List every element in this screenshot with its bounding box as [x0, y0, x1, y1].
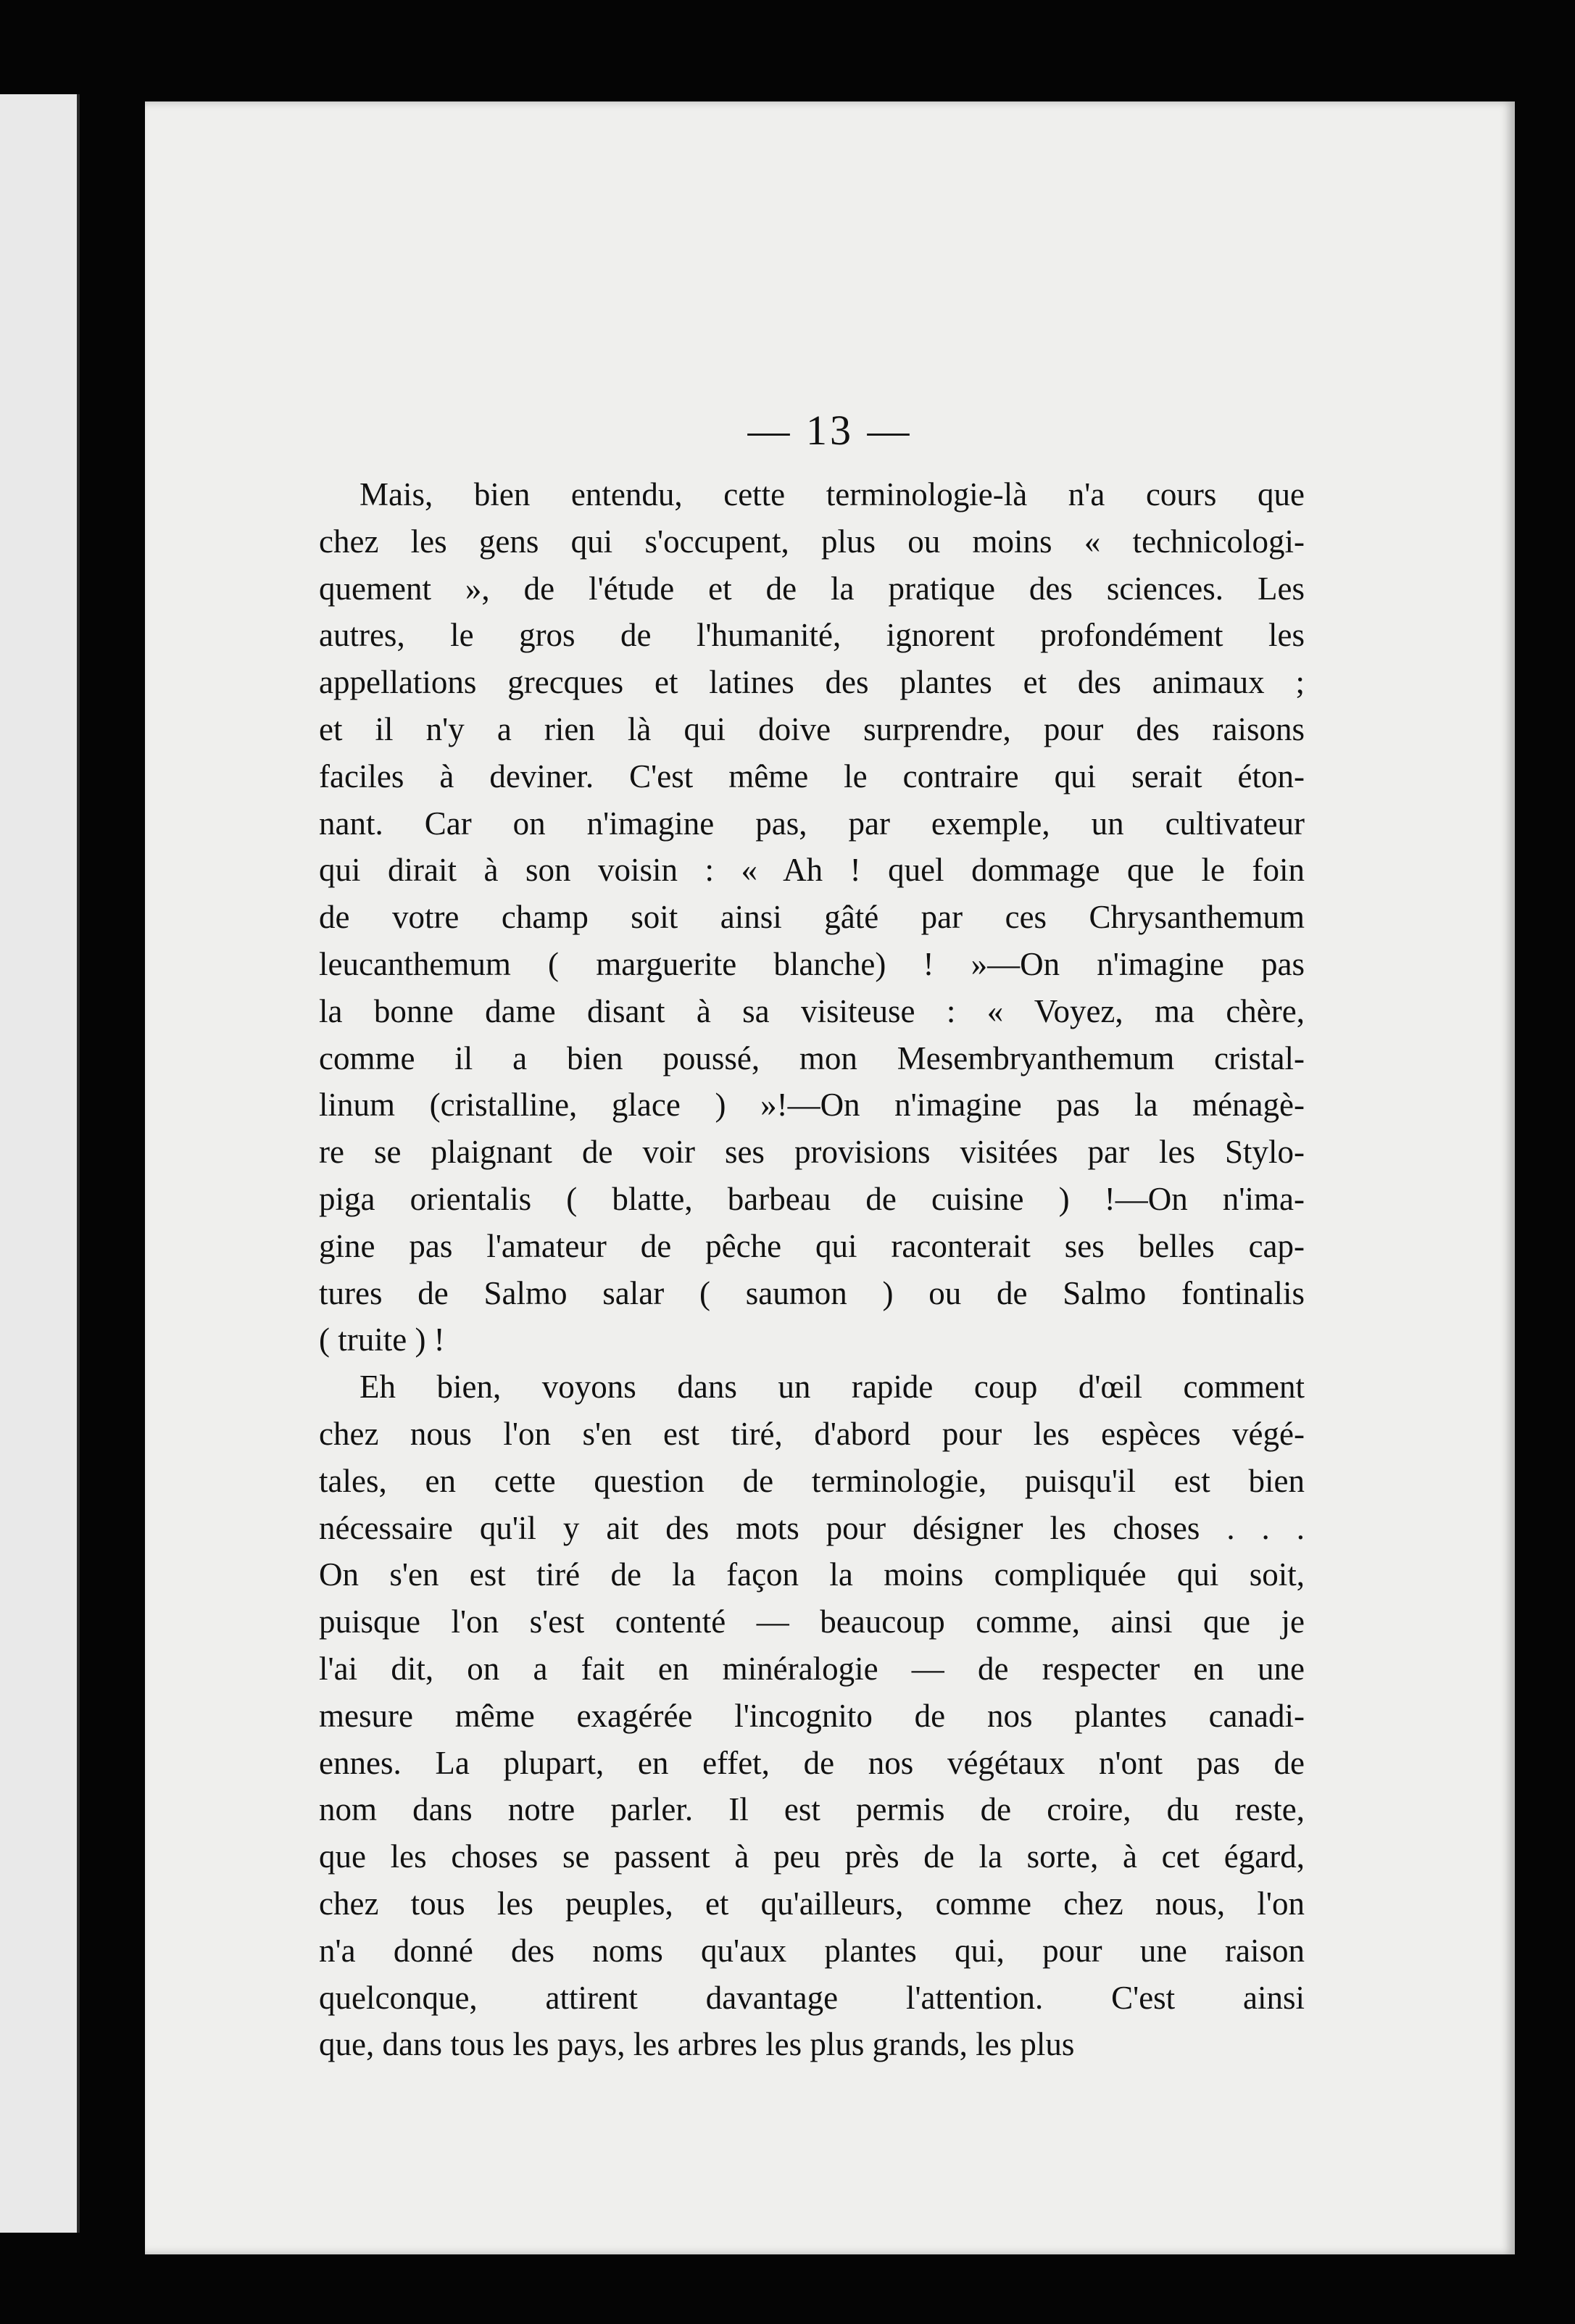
text-line: puisque l'on s'est contenté — beaucoup comme, ainsi que je — [319, 1603, 1305, 1640]
text-line: linum (cristalline, glace ) »!—On n'imagine pas la ménagè- — [319, 1087, 1305, 1124]
text-line: nom dans notre parler. Il est permis de croire, du reste, — [319, 1791, 1305, 1828]
text-line: appellations grecques et latines des plantes et des animaux ; — [319, 664, 1305, 701]
text-line: chez les gens qui s'occupent, plus ou moins « technicologi- — [319, 523, 1305, 560]
text-line: Eh bien, voyons dans un rapide coup d'œil comment — [360, 1369, 1305, 1406]
book-gutter — [80, 0, 145, 2324]
text-line: autres, le gros de l'humanité, ignorent profondément les — [319, 617, 1305, 654]
text-line: gine pas l'amateur de pêche qui raconterait ses belles cap- — [319, 1227, 1305, 1264]
text-line: nant. Car on n'imagine pas, par exemple, un cultivateur — [319, 805, 1305, 842]
text-line: re se plaignant de voir ses provisions visitées par les Stylo- — [319, 1134, 1305, 1171]
text-line: Mais, bien entendu, cette terminologie-là n'a cours que — [360, 476, 1305, 512]
left-page-edge — [0, 94, 80, 2233]
text-line: et il n'y a rien là qui doive surprendre, pour des raisons — [319, 710, 1305, 747]
text-line: mesure même exagérée l'incognito de nos plantes canadi- — [319, 1697, 1305, 1734]
text-line: quelconque, attirent davantage l'attention. C'est ainsi — [319, 1979, 1305, 2016]
text-line: ( truite ) ! — [319, 1321, 445, 1358]
text-line: On s'en est tiré de la façon la moins compliquée qui soit, — [319, 1556, 1305, 1593]
text-line: faciles à deviner. C'est même le contraire qui serait éton- — [319, 758, 1305, 794]
text-line: qui dirait à son voisin : « Ah ! quel dommage que le foin — [319, 852, 1305, 889]
text-line: ennes. La plupart, en effet, de nos végétaux n'ont pas de — [319, 1744, 1305, 1781]
text-line: la bonne dame disant à sa visiteuse : « Voyez, ma chère, — [319, 992, 1305, 1029]
body-text — [319, 471, 1305, 2068]
text-line: de votre champ soit ainsi gâté par ces Chrysanthemum — [319, 899, 1305, 936]
text-line: comme il a bien poussé, mon Mesembryanthemum cristal- — [319, 1039, 1305, 1076]
text-line: tures de Salmo salar ( saumon ) ou de Salmo fontinalis — [319, 1274, 1305, 1311]
paragraph — [319, 1364, 1305, 2068]
scan-border-right — [1515, 0, 1575, 2324]
text-line: piga orientalis ( blatte, barbeau de cuisine ) !—On n'ima- — [319, 1180, 1305, 1217]
text-line: l'ai dit, on a fait en minéralogie — de respecter en une — [319, 1650, 1305, 1687]
paragraph — [319, 471, 1305, 1364]
text-line: chez tous les peuples, et qu'ailleurs, comme chez nous, l'on — [319, 1885, 1305, 1922]
page-number: — 13 — — [747, 407, 913, 454]
text-line: que les choses se passent à peu près de la sorte, à cet égard, — [319, 1838, 1305, 1875]
text-line: n'a donné des noms qu'aux plantes qui, pour une raison — [319, 1932, 1305, 1969]
text-line: leucanthemum ( marguerite blanche) ! »—On n'imagine pas — [319, 945, 1305, 982]
text-line: nécessaire qu'il y ait des mots pour désigner les choses . . . — [319, 1509, 1305, 1546]
text-line: que, dans tous les pays, les arbres les plus grands, les plus — [319, 2026, 1075, 2063]
book-page — [145, 101, 1515, 2254]
text-line: tales, en cette question de terminologie, puisqu'il est bien — [319, 1462, 1305, 1499]
text-line: quement », de l'étude et de la pratique des sciences. Les — [319, 570, 1305, 607]
text-line: chez nous l'on s'en est tiré, d'abord pour les espèces végé- — [319, 1415, 1305, 1452]
